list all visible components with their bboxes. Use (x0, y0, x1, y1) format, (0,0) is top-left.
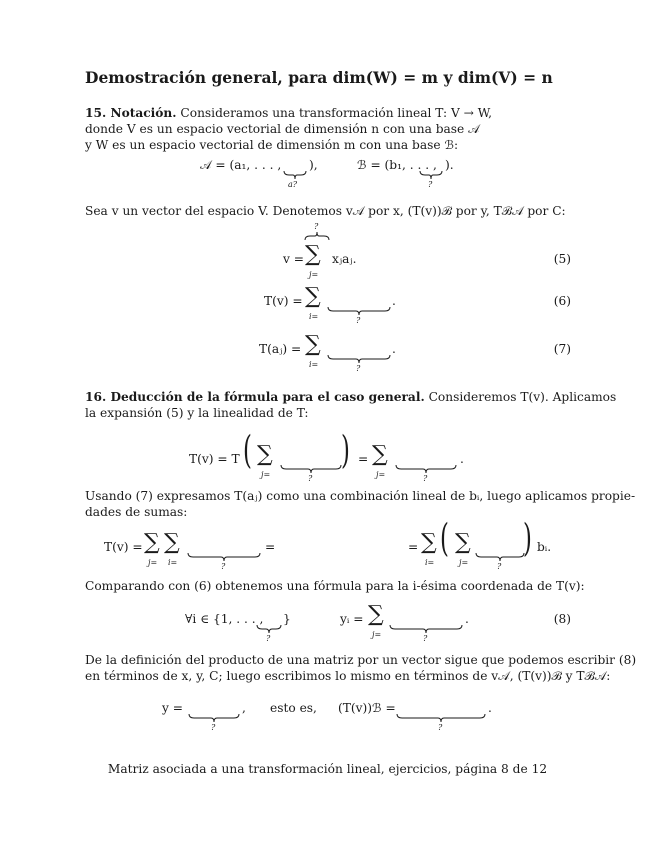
definicion-line2: en términos de x, y, C; luego escribimos lo mismo en términos de v𝒜, (T(v))ℬ y Tℬ𝒜: (85, 669, 611, 683)
basis-B-close: ). (445, 158, 454, 172)
basis-A-brace (283, 170, 307, 180)
eq8-tail: . (465, 612, 469, 626)
eqfinal-brace2 (396, 713, 486, 723)
eq7-tail: . (392, 342, 396, 356)
eq5-lhs: v = (283, 252, 304, 266)
definicion-line1: De la definición del producto de una matriz por un vector sigue que podemos escribir (8) (85, 653, 637, 667)
usando-line1: Usando (7) expresamos T(aⱼ) como una combinación lineal de bᵢ, luego aplicamos propie- (85, 489, 636, 503)
eq5-num: (5) (553, 252, 571, 266)
eqlin-lparen: ( (242, 428, 252, 472)
s15-text1: Consideramos una transformación lineal T: V → W, (176, 106, 493, 120)
eqlin-hint1: ? (308, 474, 313, 483)
basis-B-expr: ℬ = (b₁, . . . , (357, 158, 437, 172)
eqsums-brace2 (475, 552, 525, 562)
eq5-rhs: xⱼaⱼ. (332, 252, 357, 266)
basis-A-close: ), (309, 158, 318, 172)
eq7-num: (7) (553, 342, 571, 356)
s15-line3: y W es un espacio vectorial de dimensión m con una base ℬ: (85, 138, 459, 152)
usando-line2: dades de sumas: (85, 505, 188, 519)
s16-line2: la expansión (5) y la linealidad de T: (85, 406, 309, 420)
eq8-hint1: ? (266, 634, 271, 643)
eq8-num: (8) (553, 612, 571, 626)
eq5-sum: ∑ (305, 242, 321, 267)
basis-A-hint: a? (288, 180, 298, 189)
page-footer: Matriz asociada a una transformación lineal, ejercicios, página 8 de 12 (107, 762, 548, 776)
eq6-sum: ∑ (305, 284, 321, 309)
s16-line1 (85, 389, 616, 405)
s15-label: 15. Notación. (85, 106, 177, 120)
eqsums-hint1: ? (221, 562, 226, 571)
eqsums-lparen: ( (439, 516, 449, 560)
eq8-brace2 (389, 624, 463, 634)
eq5-top-hint: ? (314, 222, 319, 231)
s16-label: 16. Deducción de la fórmula para el caso general. (85, 390, 425, 404)
eqfinal-lhs2: (T(v))ℬ = (338, 701, 396, 715)
eqsums-eq1: = (265, 540, 276, 554)
eqsums-idx-j: j= (148, 558, 158, 567)
eqfinal-esto: esto es, (270, 701, 317, 715)
eqlin-tail: . (460, 452, 464, 466)
eqlin-idx1: j= (261, 470, 271, 479)
eq7-sum: ∑ (305, 332, 321, 357)
eqsums-sum-i: ∑ (164, 530, 180, 555)
eq5-idx: j= (309, 270, 319, 279)
eq8-brace1 (256, 624, 282, 634)
eq8-lhs: yᵢ = (340, 612, 364, 626)
s15-line1 (85, 105, 492, 121)
eq7-brace (327, 354, 391, 364)
eqlin-hint2: ? (423, 474, 428, 483)
eqlin-rparen: ) (340, 428, 350, 472)
eqlin-sum1: ∑ (257, 442, 273, 467)
eqsums-lhs: T(v) = (104, 540, 143, 554)
basis-B-hint: ? (428, 180, 433, 189)
eqfinal-lhs: y = (162, 701, 183, 715)
eqsums-rparen: ) (522, 516, 532, 560)
sea-line: Sea v un vector del espacio V. Denotemos v𝒜 por x, (T(v))ℬ por y, Tℬ𝒜 por C: (85, 204, 566, 218)
eq7-lhs: T(aⱼ) = (259, 342, 302, 356)
eqfinal-comma: , (242, 701, 246, 715)
eqsums-idx-i: i= (168, 558, 178, 567)
eqsums-sum-i2: ∑ (421, 530, 437, 555)
eq7-idx: i= (309, 360, 319, 369)
eqfinal-brace1 (188, 713, 240, 723)
eq6-hint: ? (356, 316, 361, 325)
eqsums-sum-j2: ∑ (455, 530, 471, 555)
eq8-hint2: ? (423, 634, 428, 643)
eq6-idx: i= (309, 312, 319, 321)
eqlin-sum2: ∑ (372, 442, 388, 467)
eqfinal-hint1: ? (211, 723, 216, 732)
eqfinal-hint2: ? (438, 723, 443, 732)
s15-line2: donde V es un espacio vectorial de dimensión n con una base 𝒜 (85, 122, 480, 136)
eqsums-idx-i2: i= (425, 558, 435, 567)
eqlin-eq: = (358, 452, 369, 466)
eqsums-hint2: ? (497, 562, 502, 571)
eq5-overbrace (304, 231, 330, 241)
eqsums-tail: bᵢ. (537, 540, 552, 554)
eqsums-eq2: = (408, 540, 419, 554)
eqlin-idx2: j= (376, 470, 386, 479)
eq8-forall: ∀i ∈ {1, . . . , (185, 612, 264, 626)
eqfinal-tail: . (488, 701, 492, 715)
s16-text1: Consideremos T(v). Aplicamos (424, 390, 617, 404)
eq8-sum: ∑ (368, 602, 384, 627)
eq6-tail: . (392, 294, 396, 308)
eqlin-brace1 (280, 464, 342, 474)
section-heading: Demostración general, para dim(W) = m y dim(V) = n (85, 68, 553, 87)
basis-B-brace (419, 170, 443, 180)
eqlin-brace2 (395, 464, 457, 474)
eq6-brace (327, 306, 391, 316)
eq6-lhs: T(v) = (264, 294, 303, 308)
eq8-idx: j= (372, 630, 382, 639)
eqsums-idx-j2: j= (459, 558, 469, 567)
eq7-hint: ? (356, 364, 361, 373)
eqlin-lhs: T(v) = T (189, 452, 240, 466)
comparando-line: Comparando con (6) obtenemos una fórmula para la i-ésima coordenada de T(v): (85, 579, 585, 593)
basis-A-expr: 𝒜 = (a₁, . . . , (200, 158, 282, 172)
eqsums-brace1 (187, 552, 261, 562)
eqsums-sum-j: ∑ (144, 530, 160, 555)
eq6-num: (6) (553, 294, 571, 308)
eq8-close: } (283, 612, 291, 626)
